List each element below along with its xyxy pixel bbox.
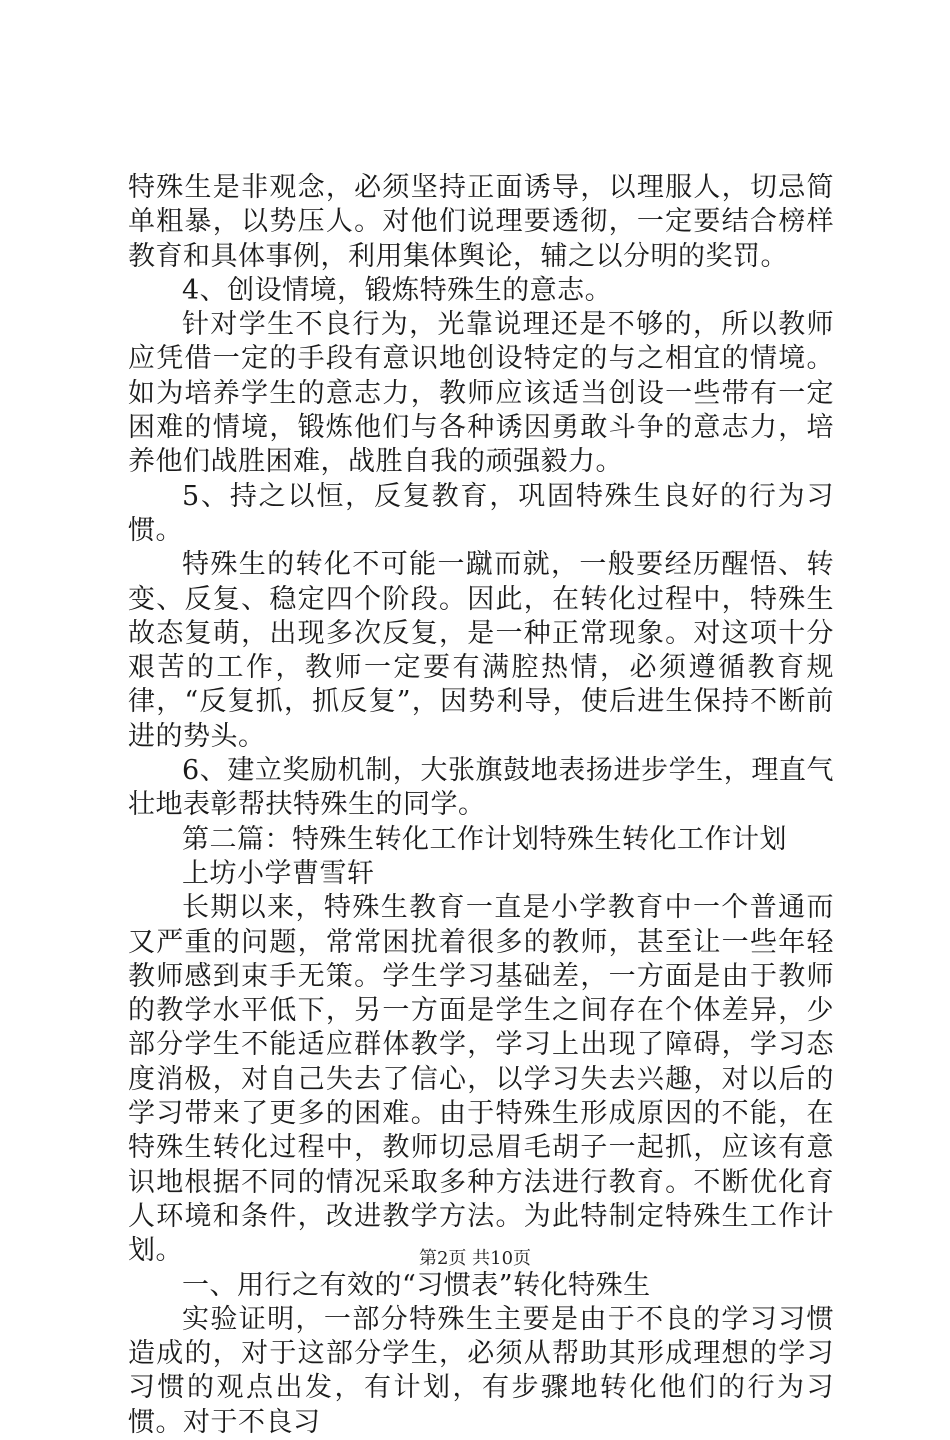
heading-4: 4、创设情境，锻炼特殊生的意志。 <box>182 274 613 306</box>
paragraph-5: 实验证明，一部分特殊生主要是由于不良的学习习惯造成的，对于这部分学生，必须从帮助其形成理想的学习习惯的观点出发，有计划，有步骤地转化他们的行为习惯。对于不良习 <box>128 1303 834 1438</box>
heading-5: 5、持之以恒，反复教育，巩固特殊生良好的行为习惯。 <box>128 480 834 546</box>
paragraph-1: 特殊生是非观念，必须坚持正面诱导，以理服人，切忌简单粗暴，以势压人。对他们说理要透彻，一定要结合榜样教育和具体事例，利用集体舆论，辅之以分明的奖罚。 <box>128 172 834 272</box>
paragraph-3: 特殊生的转化不可能一蹴而就，一般要经历醒悟、转变、反复、稳定四个阶段。因此，在转化过程中，特殊生故态复萌，出现多次反复，是一种正常现象。对这项十分艰苦的工作，教师一定要有满腔热情，必须遵循教育规律，“反复抓，抓反复”，因势利导，使后进生保持不断前进的势头。 <box>128 549 834 752</box>
author-line: 上坊小学曹雪轩 <box>182 857 375 889</box>
paragraph-4: 长期以来，特殊生教育一直是小学教育中一个普通而又严重的问题，常常困扰着很多的教师，甚至让一些年轻教师感到束手无策。学生学习基础差，一方面是由于教师的教学水平低下，另一方面是学生之间存在个体差异，少部分学生不能适应群体教学，学习上出现了障碍，学习态度消极，对自己失去了信心，以学习失去兴趣，对以后的学习带来了更多的困难。由于特殊生形成原因的不能，在特殊生转化过程中，教师切忌眉毛胡子一起抓，应该有意识地根据不同的情况采取多种方法进行教育。不断优化育人环境和条件，改进教学方法。为此特制定特殊生工作计划。 <box>128 892 834 1267</box>
paragraph-2: 针对学生不良行为，光靠说理还是不够的，所以教师应凭借一定的手段有意识地创设特定的与之相宜的情境。如为培养学生的意志力，教师应该适当创设一些带有一定困难的情境，锻炼他们与各种诱因勇敢斗争的意志力，培养他们战胜困难，战胜自我的顽强毅力。 <box>128 309 834 478</box>
heading-6: 6、建立奖励机制，大张旗鼓地表扬进步学生，理直气壮地表彰帮扶特殊生的同学。 <box>128 755 834 821</box>
heading-one: 一、用行之有效的“习惯表”转化特殊生 <box>182 1269 651 1301</box>
section-title: 第二篇：特殊生转化工作计划特殊生转化工作计划 <box>182 823 787 855</box>
page-number-footer: 第2页 共10页 <box>418 1248 532 1269</box>
